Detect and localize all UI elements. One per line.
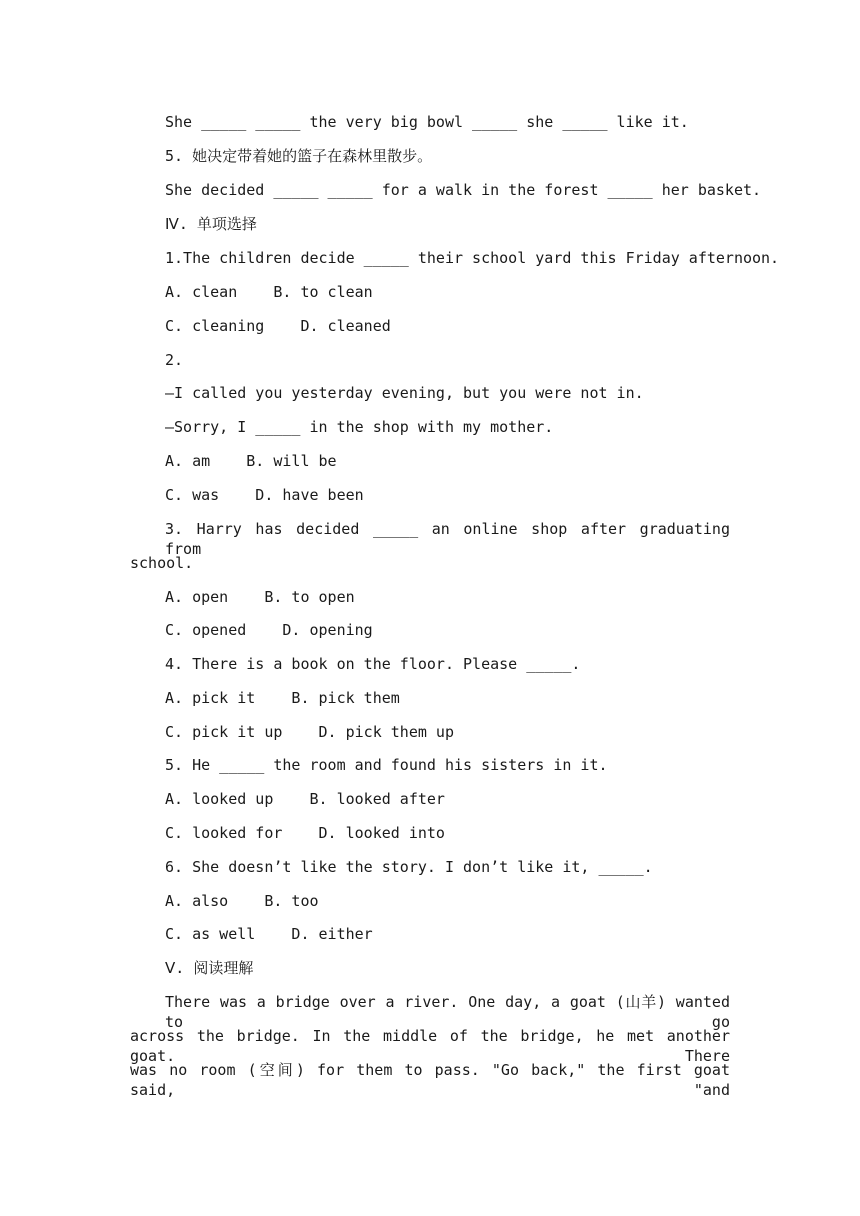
section-heading: Ⅴ. 阅读理解 — [165, 959, 254, 977]
dialogue-line: —Sorry, I _____ in the shop with my mother. — [165, 418, 554, 436]
answer-options: A. also B. too — [165, 892, 319, 910]
reading-passage-line: was no room (空间) for them to pass. "Go back," the first goat said, "and — [130, 1061, 730, 1099]
question-stem: 5. He _____ the room and found his sisters in it. — [165, 756, 608, 774]
question-stem-continued: school. — [130, 554, 194, 572]
question-stem: 1.The children decide _____ their school yard this Friday afternoon. — [165, 249, 780, 267]
answer-options: C. as well D. either — [165, 925, 373, 943]
answer-options: C. opened D. opening — [165, 621, 373, 639]
answer-options: C. pick it up D. pick them up — [165, 723, 454, 741]
answer-options: C. looked for D. looked into — [165, 824, 445, 842]
reading-passage-line: There was a bridge over a river. One day, a goat (山羊) wanted to go — [165, 993, 730, 1031]
question-stem: 4. There is a book on the floor. Please _____. — [165, 655, 581, 673]
answer-options: A. am B. will be — [165, 452, 337, 470]
reading-passage-line: across the bridge. In the middle of the bridge, he met another goat. There — [130, 1027, 730, 1065]
question-number: 2. — [165, 351, 184, 369]
answer-options: A. pick it B. pick them — [165, 689, 400, 707]
answer-options: C. was D. have been — [165, 486, 364, 504]
fill-blank-sentence: She decided _____ _____ for a walk in the forest _____ her basket. — [165, 181, 762, 199]
fill-blank-sentence: She _____ _____ the very big bowl _____ she _____ like it. — [165, 113, 689, 131]
question-prompt: 5. 她决定带着她的篮子在森林里散步。 — [165, 147, 433, 165]
section-heading: Ⅳ. 单项选择 — [165, 215, 257, 233]
answer-options: C. cleaning D. cleaned — [165, 317, 391, 335]
question-stem: 3. Harry has decided _____ an online shop after graduating from — [165, 520, 730, 558]
dialogue-line: —I called you yesterday evening, but you were not in. — [165, 384, 644, 402]
question-stem: 6. She doesn’t like the story. I don’t like it, _____. — [165, 858, 653, 876]
answer-options: A. clean B. to clean — [165, 283, 373, 301]
answer-options: A. looked up B. looked after — [165, 790, 445, 808]
answer-options: A. open B. to open — [165, 588, 355, 606]
